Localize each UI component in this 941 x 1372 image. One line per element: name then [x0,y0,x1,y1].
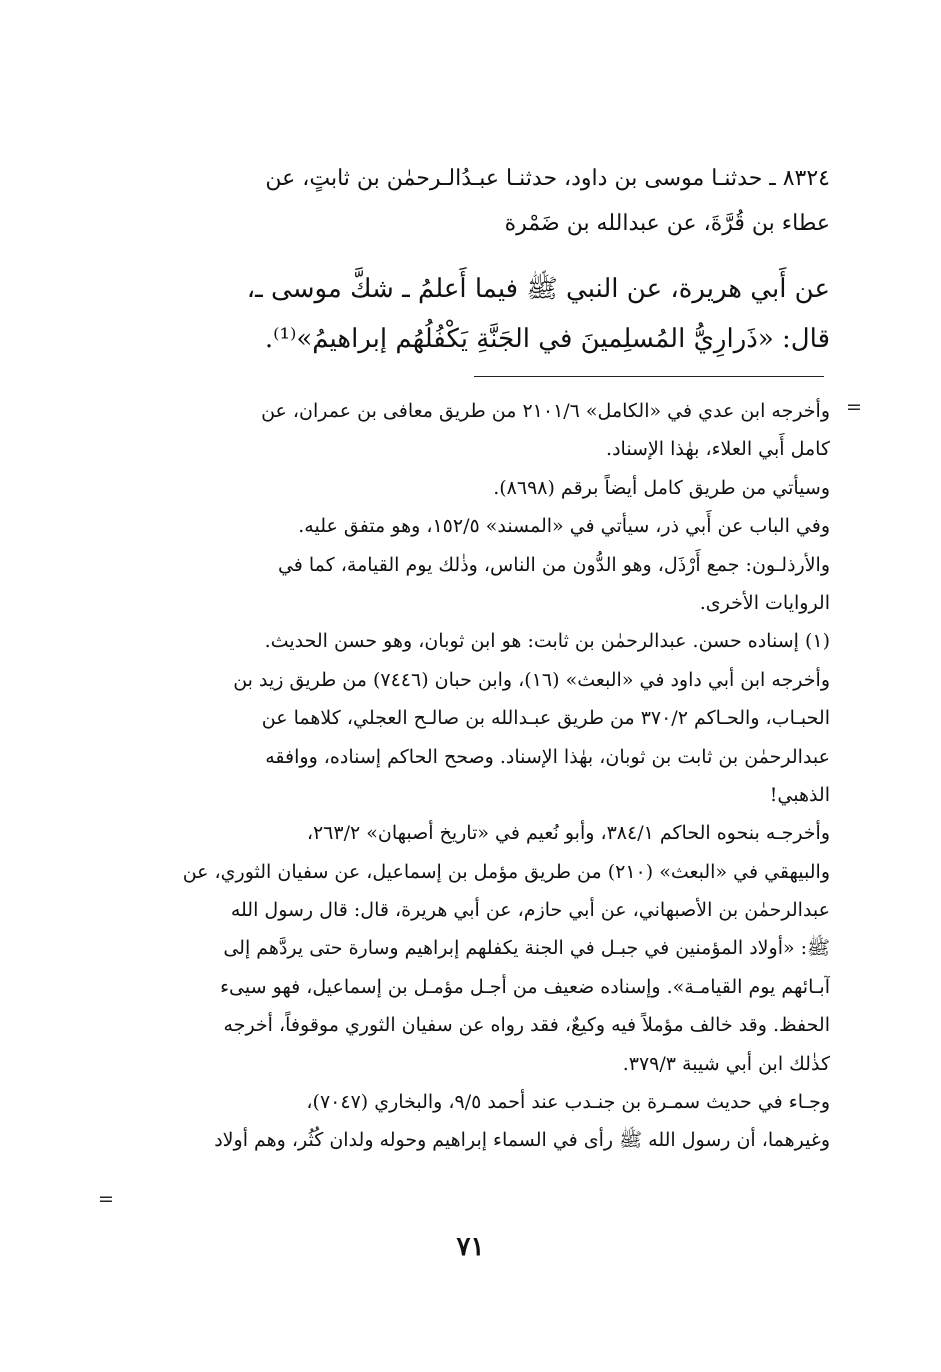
footnote-line: كامل أَبي العلاء، بهٰذا الإسناد. [606,438,830,461]
footnote-line: وفي الباب عن أَبي ذر، سيأتي في «المسند» ١٥٢/٥، وهو متفق عليه. [298,515,830,538]
footnote-1-line: وغيرهما، أن رسول الله ﷺ رأى في السماء إبراهيم وحوله ولدان كُثُر، وهم أولاد [214,1129,830,1152]
footnote-line: والأرذلـون: جمع أَرْذَل، وهو الدُّون من الناس، وذٰلك يوم القيامة، كما في [277,553,830,576]
footnote-1-line: ﷺ: «أولاد المؤمنين في جبـل في الجنة يكفلهم إبراهيم وسارة حتى يردَّهم إلى [223,937,830,960]
footnote-1-line: الذهبي! [769,783,830,806]
isnad-line-2: عطاء بن قُرَّةَ، عن عبدالله بن ضَمْرة [504,211,830,236]
footnote-1-line: وأخرجه ابن أبي داود في «البعث» (١٦)، وابن حبان (٧٤٤٦) من طريق زيد بن [233,668,830,691]
continuation-mark-bottom: = [98,1188,114,1210]
footnote-1-line: آبـائهم يوم القيامـة». وإسناده ضعيف من أجـل مؤمـل بن إسماعيل، فهو سيىء [220,975,830,998]
continuation-mark-top: = [846,396,862,418]
footnote-separator [474,376,824,377]
page-number: ٧١ [456,1232,485,1262]
footnote-1-line: عبدالرحمٰن بن الأصبهاني، عن أبي حازم، عن أبي هريرة، قال: قال رسول الله [230,899,830,922]
footnote-1-line: وأخرجـه بنحوه الحاكم ٣٨٤/١، وأبو نُعيم في «تاريخ أصبهان» ٢٦٣/٢، [306,822,830,845]
footnote-1-line: وجـاء في حديث سمـرة بن جنـدب عند أحمد ٩/٥، والبخاري (٧٠٤٧)، [306,1091,830,1114]
matn-line-2: قال: «ذَرارِيُّ المُسلِمينَ في الجَنَّةِ يَكْفُلُهُم إبراهيمُ»⁽¹⁾. [264,324,830,354]
footnote-1-line: الحبـاب، والحـاكم ٣٧٠/٢ من طريق عبـدالله بن صالـح العجلي، كلاهما عن [261,707,830,730]
footnote-1-line: عبدالرحمٰن بن ثابت بن ثوبان، بهٰذا الإسناد. وصحح الحاكم إسناده، ووافقه [265,745,830,768]
matn-line-1: عن أَبي هريرة، عن النبي ﷺ فيما أَعلمُ ـ شكَّ موسى ـ، [246,274,830,304]
footnote-1-line: الحفظ. وقد خالف مؤملاً فيه وكيعٌ، فقد رواه عن سفيان الثوري موقوفاً، أخرجه [223,1014,830,1037]
footnote-line: الروايات الأخرى. [699,591,830,614]
isnad-line-1: ٨٣٢٤ ـ حدثنـا موسى بن داود، حدثنـا عبـدُالـرحمٰن بن ثابتٍ، عن [265,166,830,191]
hadith-matn [130,264,830,364]
footnote-1-line: والبيهقي في «البعث» (٢١٠) من طريق مؤمل بن إسماعيل، عن سفيان الثوري، عن [182,860,830,883]
footnotes [130,392,830,1160]
footnote-1-line: (١) إسناده حسن. عبدالرحمٰن بن ثابت: هو ابن ثوبان، وهو حسن الحديث. [264,630,830,653]
footnote-line: وأخرجه ابن عدي في «الكامل» ٢١٠١/٦ من طريق معافى بن عمران، عن [261,400,830,422]
footnote-1-line: كذٰلك ابن أبي شيبة ٣٧٩/٣. [622,1052,830,1075]
hadith-isnad [130,156,830,246]
footnote-line: وسيأتي من طريق كامل أيضاً برقم (٨٦٩٨). [493,476,830,499]
